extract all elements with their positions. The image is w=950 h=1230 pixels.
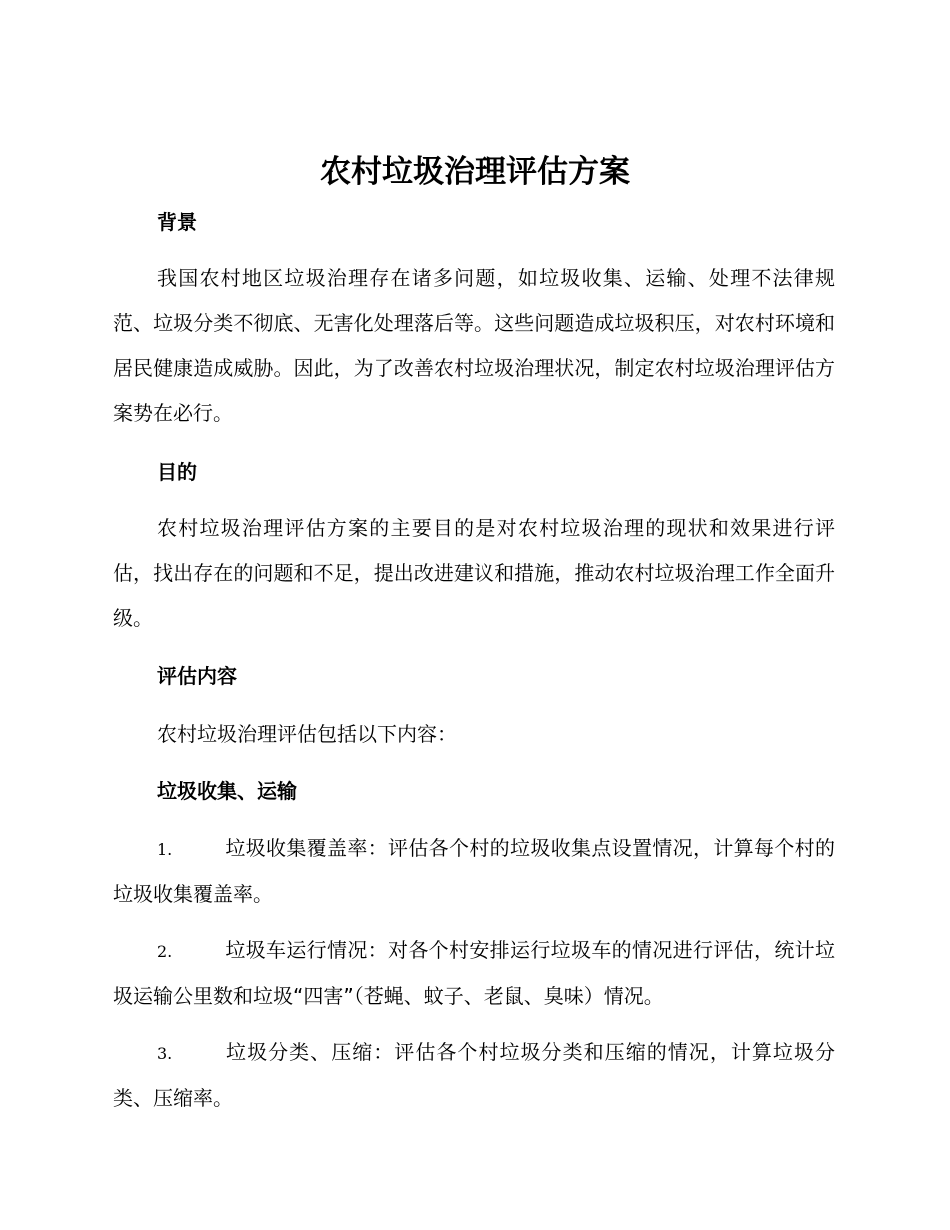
list-item-number: 1. — [157, 840, 173, 859]
heading-content: 评估内容 — [157, 664, 237, 688]
list-item-number: 2. — [157, 942, 173, 961]
list-item-text: 垃圾车运行情况：对各个村安排运行垃圾车的情况进行评估，统计垃圾运输公里数和垃圾“四害”（苍蝇、蚊子、老鼠、臭味）情况。 — [113, 938, 835, 1008]
heading-collection: 垃圾收集、运输 — [157, 779, 297, 803]
list-item-text: 垃圾分类、压缩：评估各个村垃圾分类和压缩的情况，计算垃圾分类、压缩率。 — [113, 1040, 835, 1110]
heading-purpose: 目的 — [157, 460, 197, 484]
list-item — [113, 1030, 835, 1121]
paragraph-content-intro: 农村垃圾治理评估包括以下内容： — [157, 722, 457, 746]
list-item-text: 垃圾收集覆盖率：评估各个村的垃圾收集点设置情况，计算每个村的垃圾收集覆盖率。 — [113, 836, 835, 906]
list-item — [113, 928, 835, 1019]
list-item — [113, 826, 835, 917]
paragraph-background: 我国农村地区垃圾治理存在诸多问题，如垃圾收集、运输、处理不法律规范、垃圾分类不彻底、无害化处理落后等。这些问题造成垃圾积压，对农村环境和居民健康造成威胁。因此，为了改善农村垃圾治理状况，制定农村垃圾治理评估方案势在必行。 — [113, 266, 835, 425]
heading-background: 背景 — [157, 210, 197, 234]
document-title: 农村垃圾治理评估方案 — [320, 154, 630, 190]
list-item-number: 3. — [157, 1044, 173, 1063]
paragraph-purpose: 农村垃圾治理评估方案的主要目的是对农村垃圾治理的现状和效果进行评估，找出存在的问题和不足，提出改进建议和措施，推动农村垃圾治理工作全面升级。 — [113, 516, 835, 630]
